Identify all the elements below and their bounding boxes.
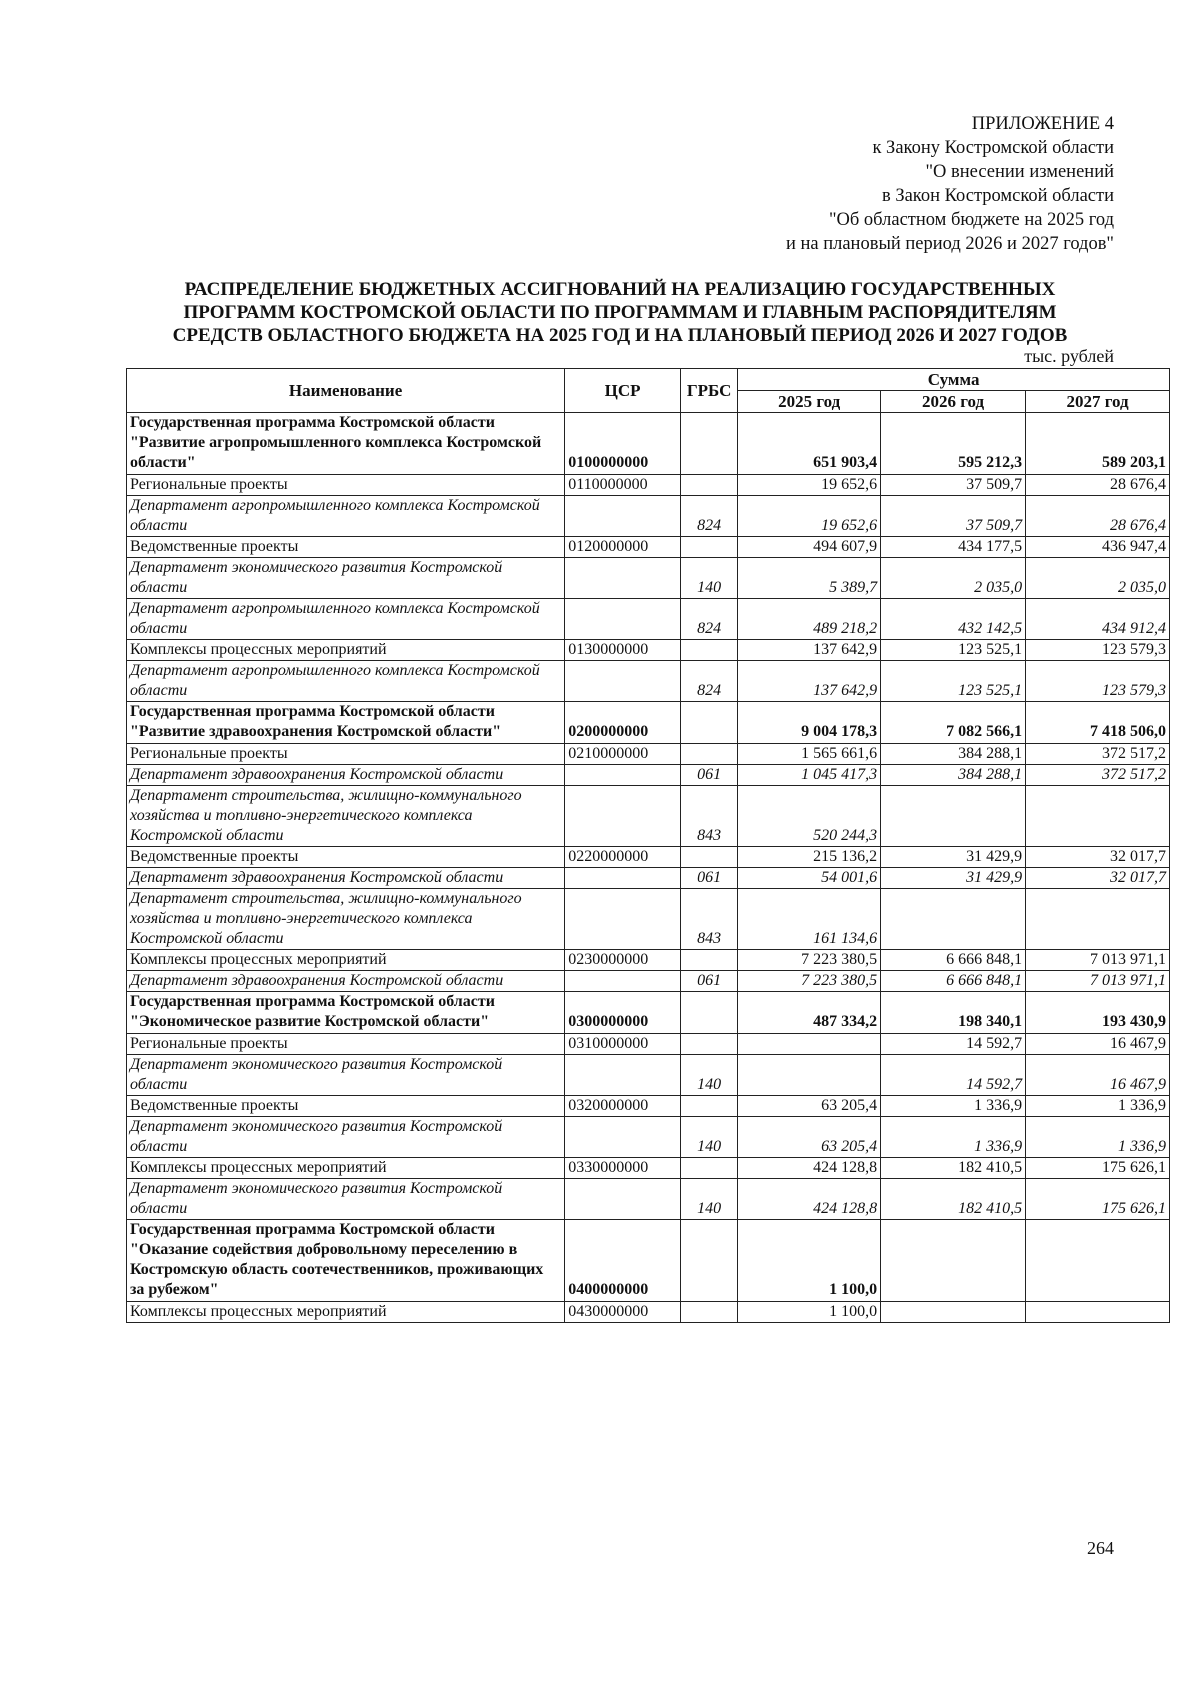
subprogram-row	[127, 950, 1170, 971]
cell-2026	[881, 786, 1026, 847]
cell-2026: 434 177,5	[881, 537, 1026, 558]
cell-name: Комплексы процессных мероприятий	[127, 1302, 565, 1323]
cell-grbs	[680, 475, 737, 496]
cell-name: Ведомственные проекты	[127, 847, 565, 868]
cell-2027: 32 017,7	[1026, 868, 1170, 889]
cell-2025: 1 565 661,6	[738, 744, 881, 765]
cell-csr	[565, 971, 681, 992]
cell-csr: 0330000000	[565, 1158, 681, 1179]
cell-2025: 494 607,9	[738, 537, 881, 558]
cell-2026: 182 410,5	[881, 1158, 1026, 1179]
cell-grbs: 140	[680, 1055, 737, 1096]
cell-2026: 37 509,7	[881, 475, 1026, 496]
cell-grbs: 824	[680, 599, 737, 640]
cell-2026: 2 035,0	[881, 558, 1026, 599]
cell-2025: 1 100,0	[738, 1220, 881, 1302]
cell-grbs: 061	[680, 868, 737, 889]
cell-2027: 7 013 971,1	[1026, 971, 1170, 992]
header-2025: 2025 год	[738, 391, 881, 413]
cell-name: Ведомственные проекты	[127, 537, 565, 558]
cell-2025: 63 205,4	[738, 1117, 881, 1158]
department-row	[127, 971, 1170, 992]
cell-2027: 16 467,9	[1026, 1034, 1170, 1055]
table-body	[127, 413, 1170, 1323]
cell-csr	[565, 786, 681, 847]
department-row	[127, 599, 1170, 640]
cell-2025: 215 136,2	[738, 847, 881, 868]
cell-2027: 16 467,9	[1026, 1055, 1170, 1096]
cell-grbs	[680, 1302, 737, 1323]
cell-name: Государственная программа Костромской области "Экономическое развитие Костромской области"	[127, 992, 565, 1034]
cell-2025	[738, 1055, 881, 1096]
cell-name: Ведомственные проекты	[127, 1096, 565, 1117]
cell-csr	[565, 868, 681, 889]
page-number: 264	[1087, 1538, 1114, 1558]
cell-2026	[881, 1302, 1026, 1323]
cell-name: Департамент здравоохранения Костромской области	[127, 868, 565, 889]
cell-csr: 0320000000	[565, 1096, 681, 1117]
cell-2027	[1026, 1302, 1170, 1323]
department-row	[127, 558, 1170, 599]
cell-grbs: 061	[680, 971, 737, 992]
cell-csr	[565, 496, 681, 537]
cell-2026: 1 336,9	[881, 1117, 1026, 1158]
cell-2026: 31 429,9	[881, 868, 1026, 889]
cell-csr	[565, 558, 681, 599]
subprogram-row	[127, 847, 1170, 868]
cell-2027: 436 947,4	[1026, 537, 1170, 558]
cell-grbs	[680, 992, 737, 1034]
cell-name: Государственная программа Костромской области "Развитие здравоохранения Костромской области"	[127, 702, 565, 744]
cell-2027: 7 418 506,0	[1026, 702, 1170, 744]
department-row	[127, 868, 1170, 889]
cell-csr: 0430000000	[565, 1302, 681, 1323]
department-row	[127, 765, 1170, 786]
cell-name: Региональные проекты	[127, 475, 565, 496]
cell-2027: 7 013 971,1	[1026, 950, 1170, 971]
appendix-line: и на плановый период 2026 и 2027 годов"	[785, 234, 1114, 254]
subprogram-row	[127, 475, 1170, 496]
cell-2025: 5 389,7	[738, 558, 881, 599]
cell-csr	[565, 661, 681, 702]
cell-grbs: 140	[680, 1117, 737, 1158]
cell-2027: 2 035,0	[1026, 558, 1170, 599]
cell-2025: 63 205,4	[738, 1096, 881, 1117]
cell-csr	[565, 889, 681, 950]
header-2027: 2027 год	[1026, 391, 1170, 413]
cell-name: Департамент экономического развития Костромской области	[127, 1117, 565, 1158]
program-row	[127, 1220, 1170, 1302]
cell-grbs	[680, 1220, 737, 1302]
cell-csr	[565, 1055, 681, 1096]
program-row	[127, 702, 1170, 744]
cell-2026: 123 525,1	[881, 640, 1026, 661]
cell-csr: 0110000000	[565, 475, 681, 496]
cell-csr: 0220000000	[565, 847, 681, 868]
department-row	[127, 1117, 1170, 1158]
cell-2025: 7 223 380,5	[738, 971, 881, 992]
cell-2026: 31 429,9	[881, 847, 1026, 868]
cell-2027	[1026, 786, 1170, 847]
department-row	[127, 889, 1170, 950]
cell-grbs: 140	[680, 1179, 737, 1220]
cell-2025: 489 218,2	[738, 599, 881, 640]
title-line: СРЕДСТВ ОБЛАСТНОГО БЮДЖЕТА НА 2025 ГОД И НА ПЛАНОВЫЙ ПЕРИОД 2026 И 2027 ГОДОВ	[172, 325, 1068, 346]
cell-name: Департамент строительства, жилищно-коммунального хозяйства и топливно-энергетического комплекса Костромской области	[127, 786, 565, 847]
cell-grbs: 843	[680, 786, 737, 847]
cell-grbs	[680, 413, 737, 475]
cell-name: Департамент экономического развития Костромской области	[127, 1055, 565, 1096]
cell-csr	[565, 1117, 681, 1158]
cell-2027: 1 336,9	[1026, 1096, 1170, 1117]
title-line: РАСПРЕДЕЛЕНИЕ БЮДЖЕТНЫХ АССИГНОВАНИЙ НА РЕАЛИЗАЦИЮ ГОСУДАРСТВЕННЫХ	[184, 279, 1056, 300]
cell-2026: 432 142,5	[881, 599, 1026, 640]
cell-csr: 0200000000	[565, 702, 681, 744]
cell-2027: 175 626,1	[1026, 1158, 1170, 1179]
cell-2025: 137 642,9	[738, 640, 881, 661]
budget-table	[126, 368, 1170, 1323]
cell-name: Региональные проекты	[127, 1034, 565, 1055]
cell-2026: 14 592,7	[881, 1055, 1026, 1096]
cell-2025: 9 004 178,3	[738, 702, 881, 744]
cell-grbs	[680, 847, 737, 868]
subprogram-row	[127, 1302, 1170, 1323]
title-line: ПРОГРАММ КОСТРОМСКОЙ ОБЛАСТИ ПО ПРОГРАММАМ И ГЛАВНЫМ РАСПОРЯДИТЕЛЯМ	[183, 302, 1057, 323]
cell-2026: 123 525,1	[881, 661, 1026, 702]
cell-2027: 123 579,3	[1026, 640, 1170, 661]
cell-2027: 372 517,2	[1026, 744, 1170, 765]
cell-grbs: 824	[680, 496, 737, 537]
cell-csr: 0400000000	[565, 1220, 681, 1302]
header-sum: Сумма	[738, 369, 1170, 391]
cell-grbs	[680, 1158, 737, 1179]
cell-name: Комплексы процессных мероприятий	[127, 1158, 565, 1179]
header-2026: 2026 год	[881, 391, 1026, 413]
cell-2026: 384 288,1	[881, 765, 1026, 786]
cell-grbs	[680, 1034, 737, 1055]
cell-2027: 32 017,7	[1026, 847, 1170, 868]
cell-csr: 0120000000	[565, 537, 681, 558]
cell-grbs: 824	[680, 661, 737, 702]
cell-2026: 595 212,3	[881, 413, 1026, 475]
cell-name: Департамент агропромышленного комплекса Костромской области	[127, 599, 565, 640]
cell-2026: 1 336,9	[881, 1096, 1026, 1117]
cell-csr	[565, 765, 681, 786]
subprogram-row	[127, 744, 1170, 765]
cell-csr: 0310000000	[565, 1034, 681, 1055]
appendix-line: "Об областном бюджете на 2025 год	[828, 210, 1114, 230]
subprogram-row	[127, 1034, 1170, 1055]
cell-grbs	[680, 744, 737, 765]
cell-grbs: 843	[680, 889, 737, 950]
cell-name: Государственная программа Костромской области "Развитие агропромышленного комплекса Костромской области"	[127, 413, 565, 475]
cell-csr: 0130000000	[565, 640, 681, 661]
document-title	[120, 278, 1120, 347]
cell-csr: 0230000000	[565, 950, 681, 971]
subprogram-row	[127, 1096, 1170, 1117]
cell-2025: 487 334,2	[738, 992, 881, 1034]
cell-2027: 372 517,2	[1026, 765, 1170, 786]
cell-2025: 1 100,0	[738, 1302, 881, 1323]
cell-name: Департамент экономического развития Костромской области	[127, 1179, 565, 1220]
cell-2025: 19 652,6	[738, 475, 881, 496]
department-row	[127, 1179, 1170, 1220]
subprogram-row	[127, 640, 1170, 661]
cell-name: Государственная программа Костромской области "Оказание содействия добровольному переселению в Костромскую область соотечественников, проживающих за рубежом"	[127, 1220, 565, 1302]
cell-2025: 7 223 380,5	[738, 950, 881, 971]
cell-2026: 7 082 566,1	[881, 702, 1026, 744]
subprogram-row	[127, 1158, 1170, 1179]
cell-2025	[738, 1034, 881, 1055]
cell-csr	[565, 1179, 681, 1220]
appendix-line: в Закон Костромской области	[881, 186, 1114, 206]
cell-name: Департамент агропромышленного комплекса Костромской области	[127, 496, 565, 537]
subprogram-row	[127, 537, 1170, 558]
cell-csr: 0210000000	[565, 744, 681, 765]
cell-2025: 137 642,9	[738, 661, 881, 702]
cell-name: Комплексы процессных мероприятий	[127, 950, 565, 971]
cell-name: Департамент строительства, жилищно-коммунального хозяйства и топливно-энергетического комплекса Костромской области	[127, 889, 565, 950]
department-row	[127, 496, 1170, 537]
units-label: тыс. рублей	[1024, 346, 1114, 366]
cell-name: Региональные проекты	[127, 744, 565, 765]
program-row	[127, 413, 1170, 475]
header-name: Наименование	[127, 369, 565, 413]
cell-2025: 520 244,3	[738, 786, 881, 847]
cell-grbs: 061	[680, 765, 737, 786]
cell-2027: 28 676,4	[1026, 496, 1170, 537]
cell-grbs	[680, 537, 737, 558]
header-csr: ЦСР	[565, 369, 681, 413]
appendix-line: ПРИЛОЖЕНИЕ 4	[971, 114, 1114, 134]
cell-name: Департамент экономического развития Костромской области	[127, 558, 565, 599]
cell-2026: 384 288,1	[881, 744, 1026, 765]
cell-grbs	[680, 702, 737, 744]
appendix-header	[514, 112, 1114, 256]
cell-2027: 1 336,9	[1026, 1117, 1170, 1158]
cell-name: Департамент здравоохранения Костромской области	[127, 765, 565, 786]
cell-2027: 589 203,1	[1026, 413, 1170, 475]
cell-grbs	[680, 640, 737, 661]
cell-2025: 19 652,6	[738, 496, 881, 537]
cell-2027	[1026, 1220, 1170, 1302]
cell-2026	[881, 1220, 1026, 1302]
cell-name: Департамент здравоохранения Костромской области	[127, 971, 565, 992]
appendix-line: к Закону Костромской области	[872, 138, 1114, 158]
header-grbs: ГРБС	[680, 369, 737, 413]
cell-csr	[565, 599, 681, 640]
department-row	[127, 661, 1170, 702]
cell-2026: 182 410,5	[881, 1179, 1026, 1220]
cell-csr: 0300000000	[565, 992, 681, 1034]
cell-2026: 6 666 848,1	[881, 950, 1026, 971]
cell-2027: 28 676,4	[1026, 475, 1170, 496]
cell-2027: 123 579,3	[1026, 661, 1170, 702]
cell-2025: 651 903,4	[738, 413, 881, 475]
cell-2026: 37 509,7	[881, 496, 1026, 537]
cell-2026	[881, 889, 1026, 950]
cell-grbs	[680, 1096, 737, 1117]
cell-2027: 193 430,9	[1026, 992, 1170, 1034]
cell-2025: 424 128,8	[738, 1158, 881, 1179]
cell-2026: 6 666 848,1	[881, 971, 1026, 992]
cell-2025: 161 134,6	[738, 889, 881, 950]
cell-csr: 0100000000	[565, 413, 681, 475]
cell-2025: 424 128,8	[738, 1179, 881, 1220]
cell-2027: 175 626,1	[1026, 1179, 1170, 1220]
cell-2025: 1 045 417,3	[738, 765, 881, 786]
cell-2027	[1026, 889, 1170, 950]
department-row	[127, 1055, 1170, 1096]
cell-2026: 14 592,7	[881, 1034, 1026, 1055]
cell-grbs: 140	[680, 558, 737, 599]
cell-name: Департамент агропромышленного комплекса Костромской области	[127, 661, 565, 702]
cell-2026: 198 340,1	[881, 992, 1026, 1034]
cell-name: Комплексы процессных мероприятий	[127, 640, 565, 661]
cell-2027: 434 912,4	[1026, 599, 1170, 640]
department-row	[127, 786, 1170, 847]
cell-grbs	[680, 950, 737, 971]
appendix-line: "О внесении изменений	[925, 162, 1114, 182]
table-header	[127, 369, 1170, 413]
cell-2025: 54 001,6	[738, 868, 881, 889]
program-row	[127, 992, 1170, 1034]
